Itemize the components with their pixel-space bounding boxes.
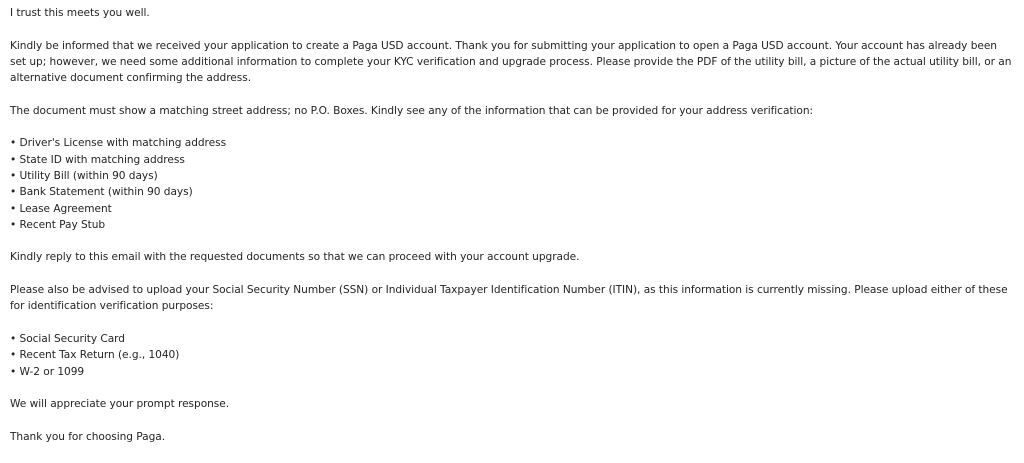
id-documents-list — [10, 331, 1014, 380]
list-item: • Lease Agreement — [10, 202, 112, 215]
list-item: • Recent Pay Stub — [10, 218, 106, 231]
list-item: • Recent Tax Return (e.g., 1040) — [10, 349, 180, 362]
list-item: • Driver's License with matching address — [10, 137, 227, 150]
address-documents-list — [10, 135, 1014, 233]
list-item: • Bank Statement (within 90 days) — [10, 186, 193, 199]
appreciation-paragraph: We will appreciate your prompt response. — [10, 398, 230, 411]
id-request-paragraph: Please also be advised to upload your Social Security Number (SSN) or Individual Taxpayer Identification Number (ITIN), as this information is currently missing. Please upload either of these for identification verification purposes: — [10, 284, 1008, 313]
list-item: • Social Security Card — [10, 332, 125, 345]
list-item: • W-2 or 1099 — [10, 365, 85, 378]
address-requirement-paragraph: The document must show a matching street address; no P.O. Boxes. Kindly see any of the information that can be provided for your address verification: — [10, 104, 814, 117]
email-body — [10, 5, 1014, 461]
reply-request-paragraph: Kindly reply to this email with the requested documents so that we can proceed with your account upgrade. — [10, 251, 580, 264]
email-greeting: I trust this meets you well. — [10, 7, 150, 19]
closing-paragraph: Thank you for choosing Paga. — [10, 430, 166, 443]
list-item: • State ID with matching address — [10, 153, 185, 166]
email-intro-paragraph: Kindly be informed that we received your application to create a Paga USD account. Thank you for submitting your application to open a Paga USD account. Your account has already been set up; however, we need some additional information to complete your KYC verification and upgrade process. Please provide the PDF of the utility bill, a picture of the actual utility bill, or an alternative document confirming the address. — [10, 39, 1012, 85]
list-item: • Utility Bill (within 90 days) — [10, 169, 158, 182]
